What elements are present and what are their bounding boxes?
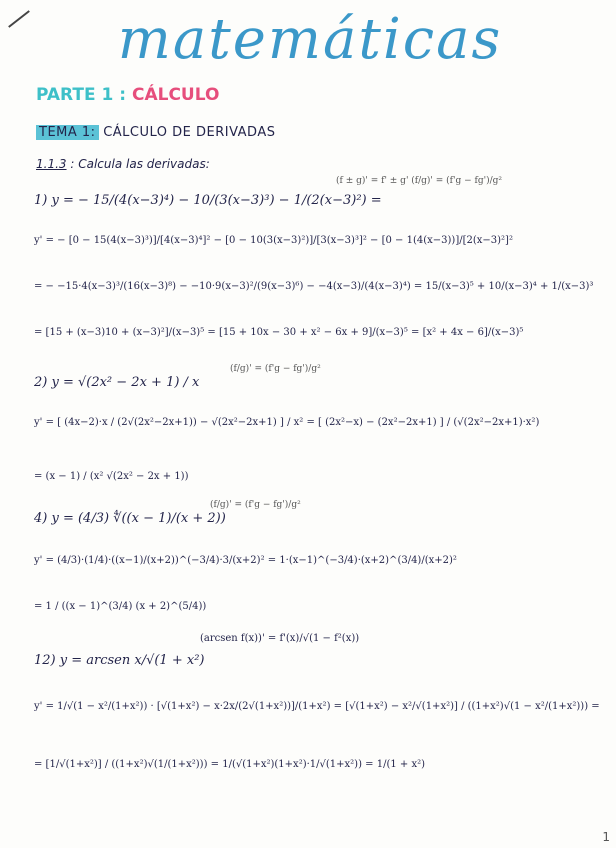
part-heading: [36, 82, 219, 108]
exercise-4-function: 4) y = (4/3) ∜((x − 1)/(x + 2)): [34, 511, 226, 526]
section-number: 1.1.3: [36, 157, 67, 171]
exercise-12-function: 12) y = arcsen x/√(1 + x²): [34, 653, 205, 668]
arcsen-rule: (arcsen f(x))' = f'(x)/√(1 − f²(x)): [200, 633, 360, 644]
exercise-4-result: = 1 / ((x − 1)^(3/4) (x + 2)^(5/4)): [34, 601, 207, 612]
exercise-12-result: = [1/√(1+x²)] / ((1+x²)√(1/(1+x²))) = 1/(√(1+x²)(1+x²)·1/√(1+x²)) = 1/(1 + x²): [34, 759, 425, 770]
quotient-rule-note: (f/g)' = (f'g − fg')/g²: [230, 364, 321, 374]
part-label: PARTE 1 :: [36, 85, 127, 105]
exercise-2-derivative: y' = [ (4x−2)·x / (2√(2x²−2x+1)) − √(2x²−2x+1) ] / x² = [ (2x²−x) − (2x²−2x+1) ] / (√(2x²−2x+1)·x²): [34, 417, 540, 428]
page-title: matemáticas: [117, 7, 503, 72]
section-heading: [36, 156, 210, 172]
exercise-1-derivative: y' = − [0 − 15(4(x−3)³)]/[4(x−3)⁴]² − [0 − 10(3(x−3)²)]/[3(x−3)³]² − [0 − 1(4(x−3))]/[2(x−3)²]²: [34, 235, 513, 246]
pen-mark: [8, 10, 30, 28]
tema-label: TEMA 1:: [36, 125, 99, 140]
tema-heading: [36, 124, 275, 142]
quotient-rule-note: (f/g)' = (f'g − fg')/g²: [210, 500, 301, 510]
tema-name: CÁLCULO DE DERIVADAS: [103, 125, 276, 140]
exercise-1-result: = [15 + (x−3)10 + (x−3)²]/(x−3)⁵ = [15 + 10x − 30 + x² − 6x + 9]/(x−3)⁵ = [x² + 4x − 6]/(x−3)⁵: [34, 327, 524, 338]
exercise-4-derivative: y' = (4/3)·(1/4)·((x−1)/(x+2))^(−3/4)·3/(x+2)² = 1·(x−1)^(−3/4)·(x+2)^(3/4)/(x+2)²: [34, 555, 457, 566]
exercise-12-derivative: y' = 1/√(1 − x²/(1+x²)) · [√(1+x²) − x·2x/(2√(1+x²))]/(1+x²) = [√(1+x²) − x²/√(1+x²)] / ((1+x²)√(1 − x²/(1+x²))) =: [34, 701, 600, 712]
section-text: : Calcula las derivadas:: [70, 157, 210, 171]
exercise-1-function: 1) y = − 15/(4(x−3)⁴) − 10/(3(x−3)³) − 1/(2(x−3)²) =: [34, 193, 382, 208]
exercise-2-function: 2) y = √(2x² − 2x + 1) / x: [34, 375, 200, 390]
quotient-rule-note: (f ± g)' = f' ± g' (f/g)' = (f'g − fg')/g²: [336, 176, 502, 186]
page-number: 1: [602, 830, 610, 844]
part-name: CÁLCULO: [131, 85, 220, 105]
exercise-2-result: = (x − 1) / (x² √(2x² − 2x + 1)): [34, 471, 189, 482]
exercise-1-step: = − −15·4(x−3)³/(16(x−3)⁸) − −10·9(x−3)²/(9(x−3)⁶) − −4(x−3)/(4(x−3)⁴) = 15/(x−3)⁵ + 10/(x−3)⁴ + 1/(x−3)³: [34, 281, 594, 292]
